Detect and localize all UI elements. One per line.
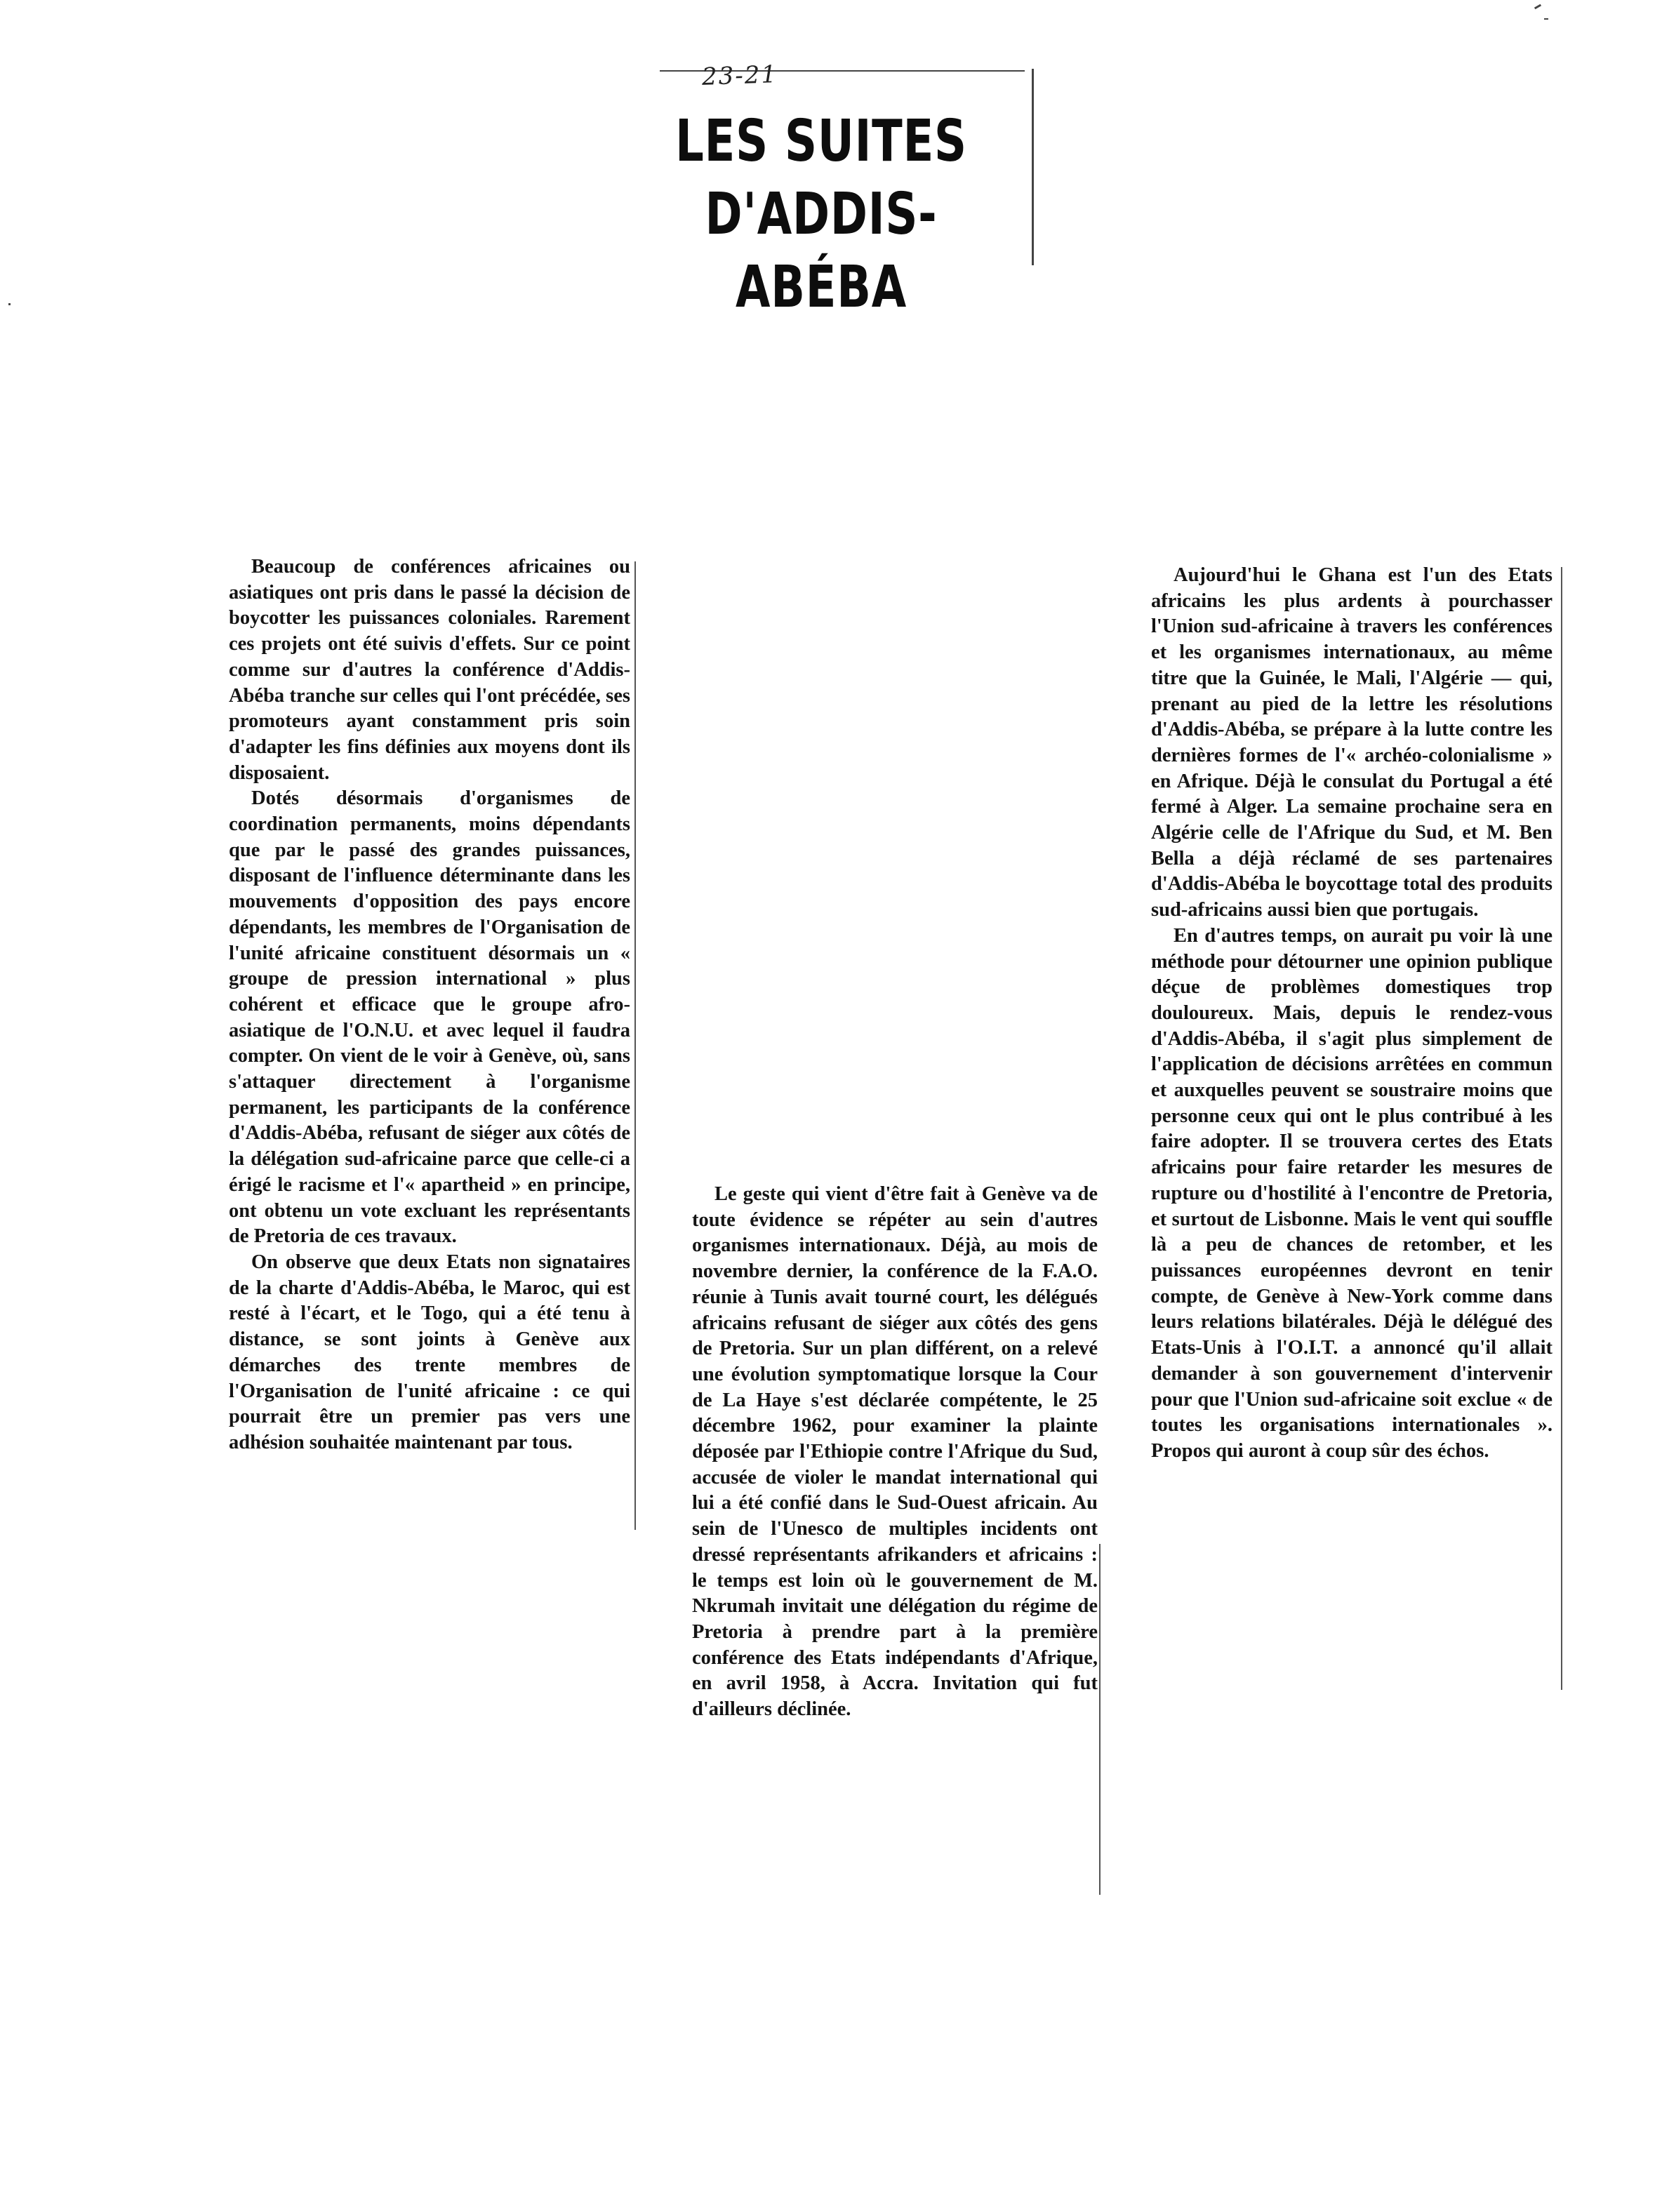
handwritten-note: 23-21 — [701, 60, 778, 91]
column1-paragraph: On observe que deux Etats non signataires de la charte d'Addis-Abéba, le Maroc, qui est resté à l'écart, et le Togo, qui a été tenu à distance, se sont joints à Genève aux démarches des trente membres de l'Organisation de l'unité africaine : ce qui pourrait être un premier pas vers une adhésion souhaitée maintenant par tous. — [229, 1251, 630, 1453]
headline — [657, 105, 985, 324]
column-rule — [634, 561, 636, 1530]
column-rule — [1561, 567, 1562, 1690]
clipping-right-rule — [1032, 69, 1034, 265]
column2-paragraph: Le geste qui vient d'être fait à Genève va de toute évidence se répéter au sein d'autres organismes internationaux. Déjà, au mois de novembre dernier, la conférence de la F.A.O. réunie à Tunis avait tourné court, les délégués africains refusant de siéger aux côtés des gens de Pretoria. Sur un plan différent, on a relevé une évolution symptomatique lorsque la Cour de La Haye s'est déclarée compétente, le 25 décembre 1962, pour examiner la plainte déposée par l'Ethiopie contre l'Afrique du Sud, accusée de violer le mandat international qui lui a été confié dans le Sud-Ouest africain. Au sein de l'Unesco de multiples incidents ont dressé représentants afrikanders et africains : le temps est loin où le gouvernement de M. Nkrumah invitait une délégation du régime de Pretoria à prendre part à la première conférence des Etats indépendants d'Afrique, en avril 1958, à Accra. Invitation qui fut d'ailleurs déclinée. — [692, 1183, 1098, 1721]
headline-line-2: D'ADDIS-ABÉBA — [705, 181, 938, 321]
column3-paragraph: Aujourd'hui le Ghana est l'un des Etats africains les plus ardents à pourchasser l'Union sud-africaine à travers les conférences et les organismes internationaux, au même titre que la Guinée, le Mali, l'Algérie — qui, prenant au pied de la lettre les résolutions d'Addis-Abéba, se prépare à la lutte contre les dernières formes de l'« archéo-colonialisme » en Afrique. Déjà le consulat du Portugal a été fermé à Alger. La semaine prochaine sera en Algérie celle de l'Afrique du Sud, et M. Ben Bella a déjà réclamé de ses partenaires d'Addis-Abéba le boycottage total des produits sud-africains aussi bien que portugais. — [1151, 564, 1553, 921]
column3-paragraph: En d'autres temps, on aurait pu voir là une méthode pour détourner une opinion publique déçue de problèmes domestiques trop douloureux. Mais, depuis le rendez-vous d'Addis-Abéba, il s'agit plus simplement de l'application de décisions arrêtées en commun et auxquelles peuvent se soustraire moins que personne ceux qui ont le plus contribué à les faire adopter. Il se trouvera certes des Etats africains pour faire retarder les mesures de rupture ou d'hostilité à l'encontre de Pretoria, et surtout de Lisbonne. Mais le vent qui souffle là a peu de chances de retomber, et les puissances européennes devront en tenir compte, de Genève à New-York comme dans leurs relations bilatérales. Déjà le délégué des Etats-Unis à l'O.I.T. a annoncé qu'il allait demander à son gouvernement d'intervenir pour que l'Union sud-africaine soit exclue « de toutes les organisations internationales ». Propos qui auront à coup sûr des échos. — [1151, 924, 1553, 1462]
article-column-3 — [1151, 563, 1553, 1465]
column1-paragraph: Beaucoup de conférences africaines ou asiatiques ont pris dans le passé la décision de boycotter les puissances coloniales. Rarement ces projets ont été suivis d'effets. Sur ce point comme sur d'autres la conférence d'Addis-Abéba tranche sur celles qui l'ont précédée, ses promoteurs ayant constamment pris soin d'adapter les fins définies aux moyens dont ils disposaient. — [229, 556, 630, 784]
scan-speck — [1544, 18, 1548, 20]
article-column-2 — [692, 1182, 1098, 1723]
column1-paragraph: Dotés désormais d'organismes de coordination permanents, moins dépendants que par le passé des grandes puissances, disposant de l'influence déterminante dans les mouvements d'opposition des pays encore dépendants, les membres de l'Organisation de l'unité africaine constituent désormais un « groupe de pression international » plus cohérent et efficace que le groupe afro-asiatique de l'O.N.U. et avec lequel il faudra compter. On vient de le voir à Genève, où, sans s'attaquer directement à l'organisme permanent, les participants de la conférence d'Addis-Abéba, refusant de siéger aux côtés de la délégation sud-africaine parce que celle-ci a érigé le racisme et l'« apartheid » en principe, ont obtenu un vote excluant les représentants de Pretoria de ces travaux. — [229, 787, 630, 1248]
column-rule — [1099, 1544, 1101, 1895]
article-column-1 — [229, 554, 630, 1456]
scan-speck — [1534, 4, 1541, 10]
scan-speck — [8, 303, 11, 305]
headline-line-1: LES SUITES — [675, 108, 967, 175]
